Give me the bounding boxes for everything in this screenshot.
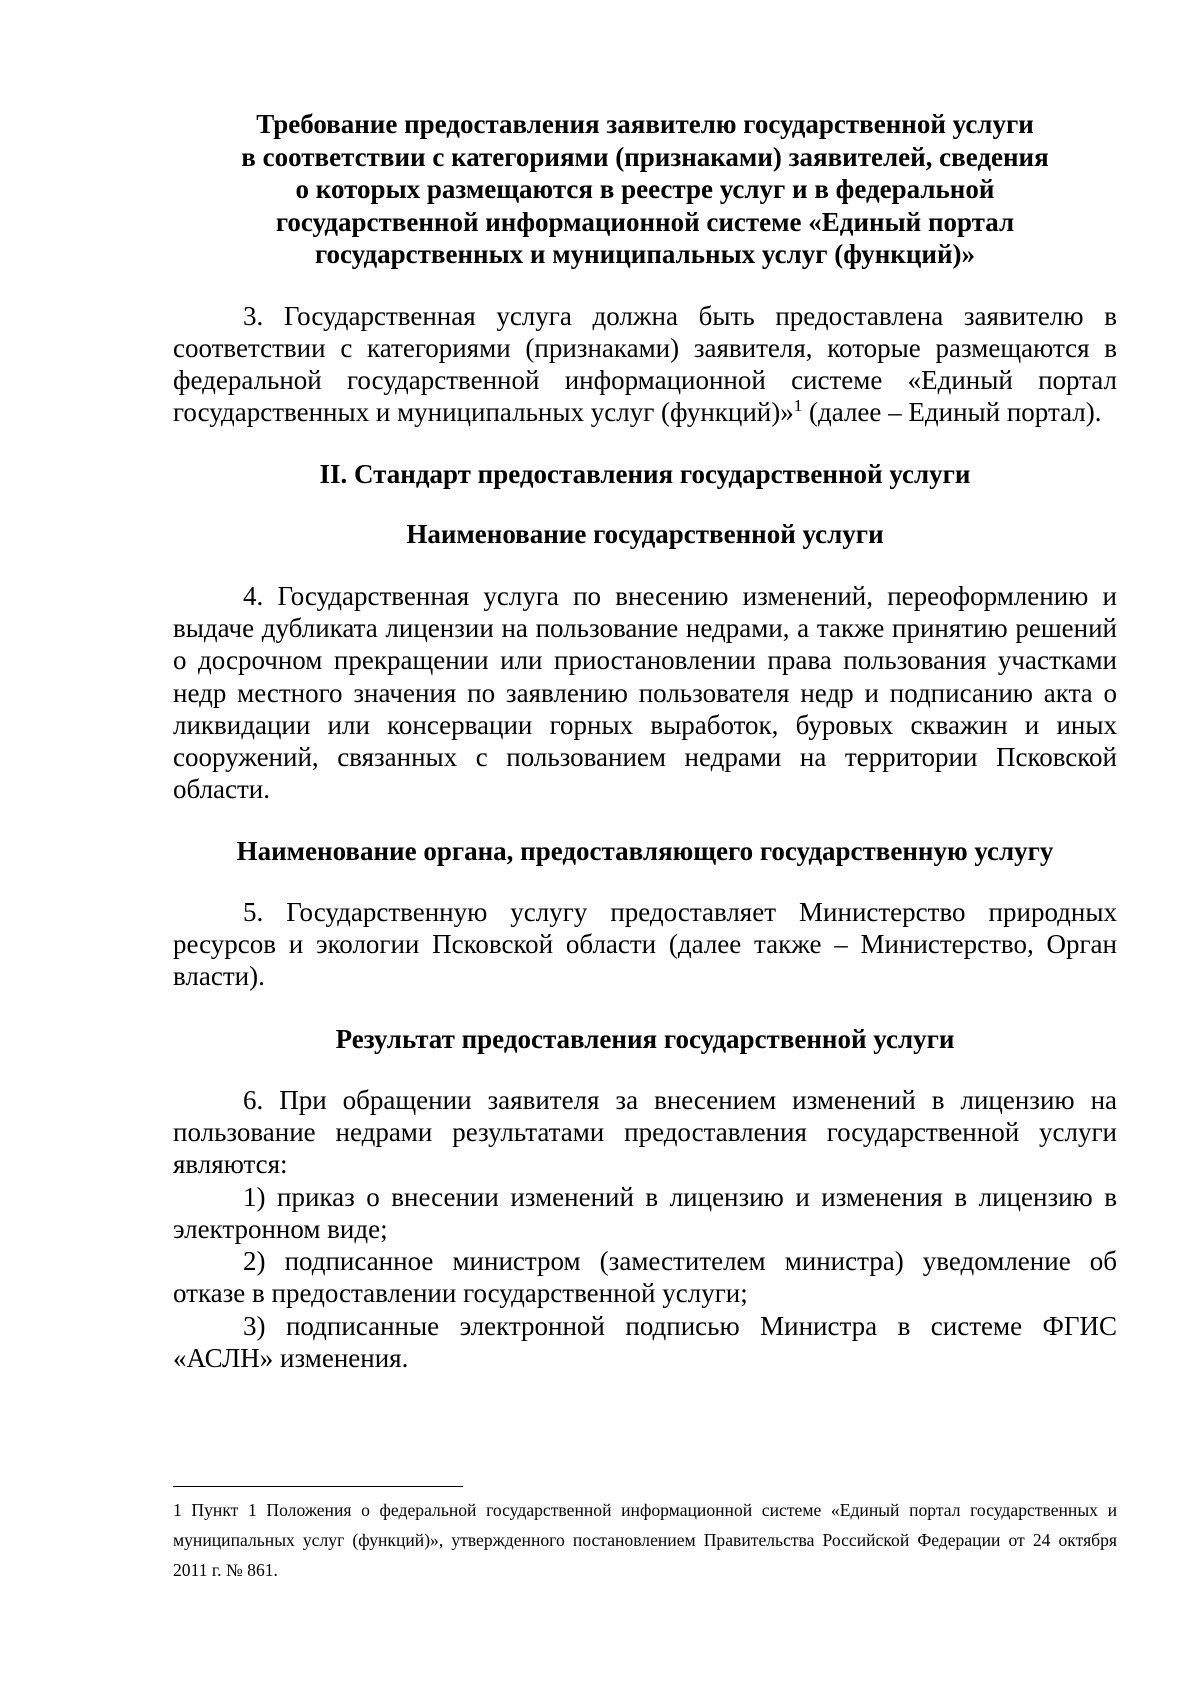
- section-2-heading: II. Стандарт предоставления государственной услуги: [319, 458, 971, 489]
- title-line: Требование предоставления заявителю государственной услуги: [256, 109, 1034, 139]
- title-line: государственных и муниципальных услуг (функций)»: [314, 239, 976, 269]
- list-item: 3) подписанные электронной подписью Министра в системе ФГИС «АСЛН» изменения.: [173, 1310, 1117, 1374]
- service-name-heading: Наименование государственной услуги: [406, 518, 884, 549]
- title-line: в соответствии с категориями (признаками) заявителей, сведения: [241, 141, 1049, 172]
- title-line: о которых размещаются в реестре услуг и в федеральной: [295, 174, 995, 204]
- document-title: [173, 108, 1117, 271]
- document-page: [173, 108, 1117, 1374]
- paragraph-4: 4. Государственная услуга по внесению изменений, переоформлению и выдаче дубликата лицензии на пользование недрами, а также принятию решений о досрочном прекращении или приостановлении права пользования участками недр местного значения по заявлению пользователя недр и подписанию акта о ликвидации или консервации горных выработок, буровых скважин и иных сооружений, связанных с пользованием недрами на территории Псковской области.: [173, 580, 1117, 805]
- title-line: государственной информационной системе «Единый портал: [275, 206, 1015, 237]
- result-heading: Результат предоставления государственной услуги: [335, 1023, 955, 1054]
- list-item: 2) подписанное министром (заместителем министра) уведомление об отказе в предоставлении государственной услуги;: [173, 1246, 1117, 1309]
- footnote-text: 1 Пункт 1 Положения о федеральной государственной информационной системе «Единый портал государственных и муниципальных услуг (функций)», утвержденного постановлением Правительства Российской Федерации от 24 октября 2011 г. № 861.: [173, 1500, 1117, 1580]
- footnote-reference[interactable]: 1: [793, 396, 803, 416]
- paragraph-3: [173, 300, 1117, 429]
- paragraph-3-text: 3. Государственная услуга должна быть предоставлена заявителю в соответствии с категориями (признаками) заявителя, которые размещаются в федеральной государственной информационной системе «Единый портал государственных и муниципальных услуг (функций)»: [173, 300, 1117, 428]
- paragraph-5: 5. Государственную услугу предоставляет Министерство природных ресурсов и экологии Псковской области (далее также – Министерство, Орган власти).: [173, 896, 1117, 992]
- footnote-separator: [173, 1486, 463, 1487]
- paragraph-6: 6. При обращении заявителя за внесением изменений в лицензию на пользование недрами результатами предоставления государственной услуги являются:: [173, 1084, 1117, 1180]
- list-item: 1) приказ о внесении изменений в лицензию и изменения в лицензию в электронном виде;: [173, 1181, 1117, 1244]
- authority-heading: Наименование органа, предоставляющего государственную услугу: [236, 835, 1054, 866]
- paragraph-3-tail: (далее – Единый портал).: [802, 397, 1102, 428]
